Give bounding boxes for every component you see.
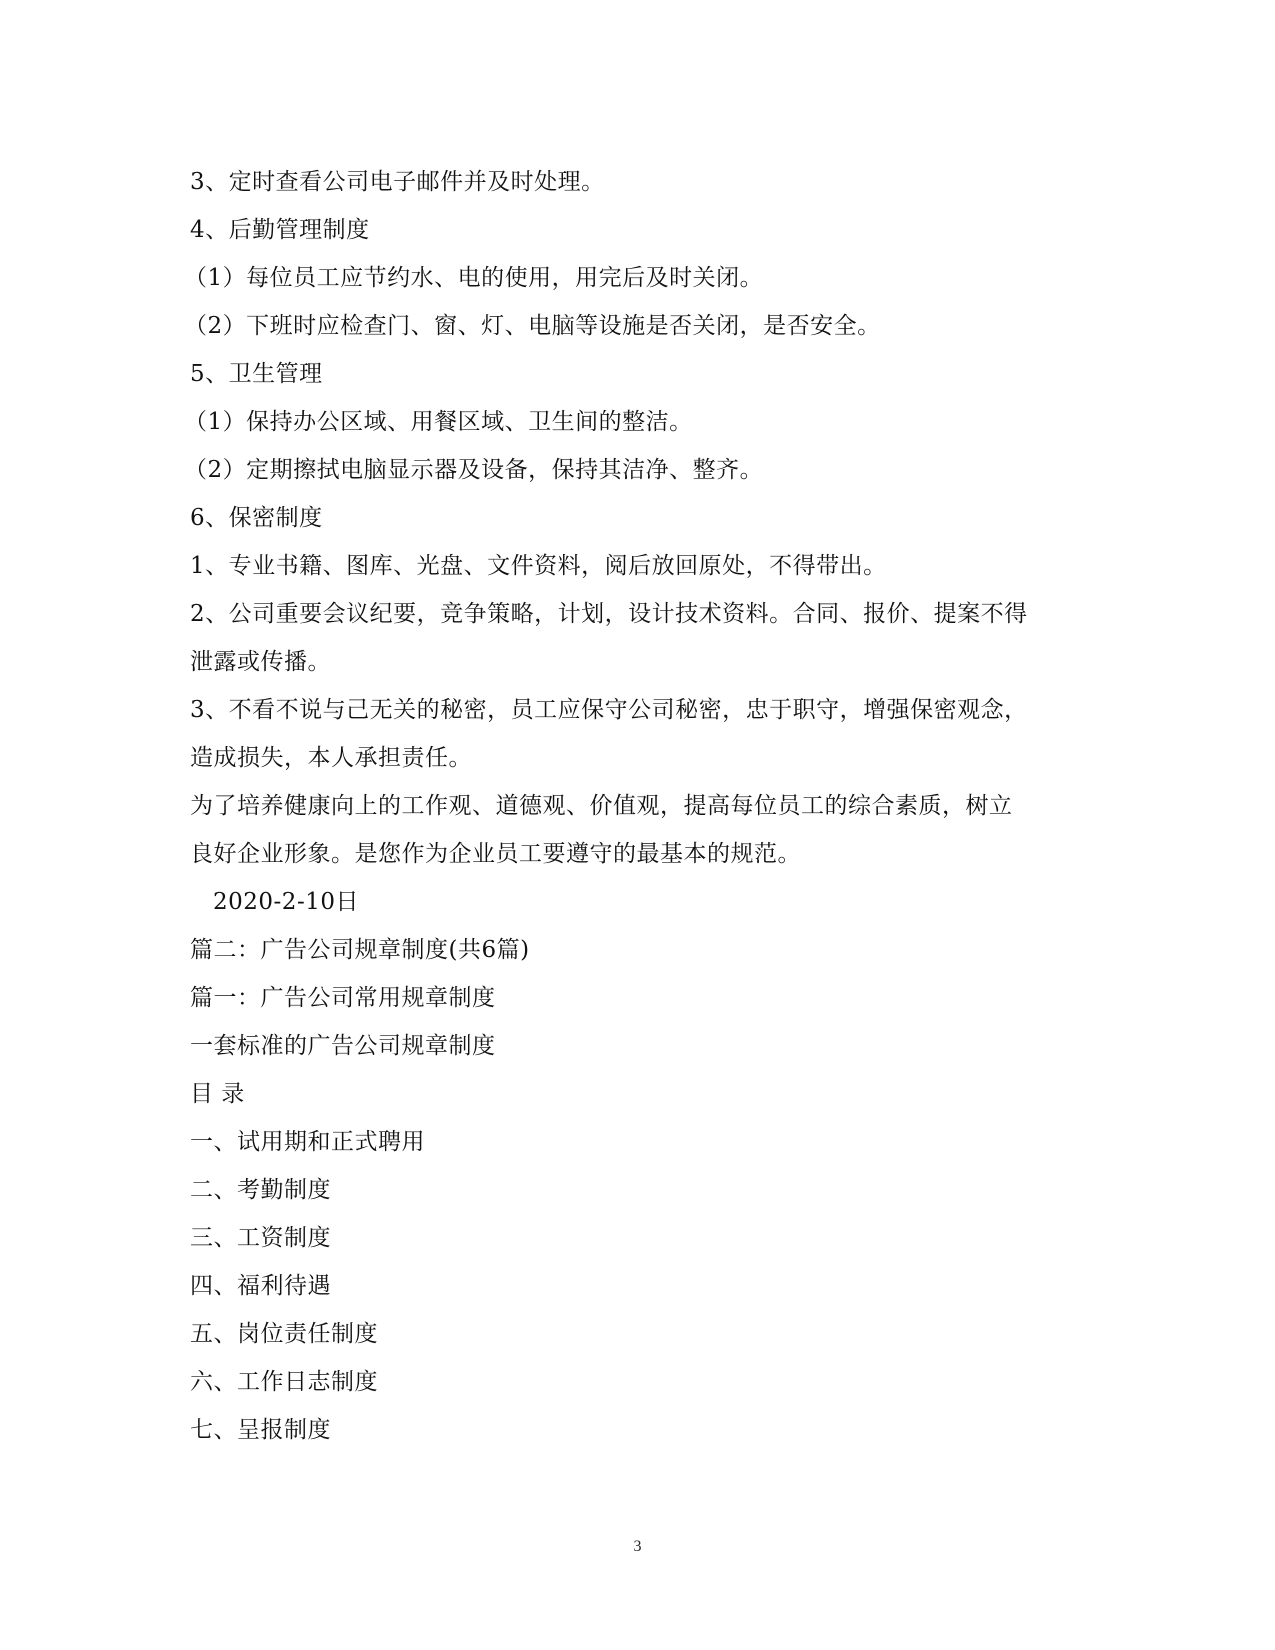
text-line-15: 良好企业形象。是您作为企业员工要遵守的最基本的规范。 — [190, 841, 801, 867]
text-line-13: 造成损失，本人承担责任。 — [190, 745, 472, 771]
text-line-1: 3、定时查看公司电子邮件并及时处理。 — [190, 169, 605, 195]
text-line-6: （1）保持办公区域、用餐区域、卫生间的整洁。 — [184, 409, 693, 435]
toc-item-5: 五、岗位责任制度 — [190, 1321, 378, 1347]
page-number: 3 — [633, 1538, 642, 1555]
toc-item-4: 四、福利待遇 — [190, 1273, 331, 1299]
document-body — [184, 158, 1090, 1454]
toc-item-7: 七、呈报制度 — [190, 1417, 331, 1443]
text-line-10: 2、公司重要会议纪要，竞争策略，计划，设计技术资料。合同、报价、提案不得 — [190, 601, 1028, 627]
toc-title: 目 录 — [190, 1081, 245, 1107]
document-subtitle: 一套标准的广告公司规章制度 — [190, 1033, 496, 1059]
text-line-12: 3、不看不说与己无关的秘密，员工应保守公司秘密，忠于职守，增强保密观念， — [190, 697, 1028, 723]
section-heading-part1: 篇一：广告公司常用规章制度 — [190, 985, 496, 1011]
text-line-2: 4、后勤管理制度 — [190, 217, 370, 243]
toc-item-6: 六、工作日志制度 — [190, 1369, 378, 1395]
text-line-5: 5、卫生管理 — [190, 361, 323, 387]
text-line-3: （1）每位员工应节约水、电的使用，用完后及时关闭。 — [184, 265, 764, 291]
text-line-7: （2）定期擦拭电脑显示器及设备，保持其洁净、整齐。 — [184, 457, 764, 483]
text-line-8: 6、保密制度 — [190, 505, 323, 531]
toc-item-2: 二、考勤制度 — [190, 1177, 331, 1203]
text-line-14: 为了培养健康向上的工作观、道德观、价值观，提高每位员工的综合素质，树立 — [190, 793, 1013, 819]
text-line-4: （2）下班时应检查门、窗、灯、电脑等设施是否关闭，是否安全。 — [184, 313, 881, 339]
text-line-11: 泄露或传播。 — [190, 649, 331, 675]
date-line: 2020-2-10日 — [213, 889, 359, 915]
section-heading-part2: 篇二：广告公司规章制度(共6篇) — [190, 937, 530, 963]
text-line-9: 1、专业书籍、图库、光盘、文件资料，阅后放回原处，不得带出。 — [190, 553, 887, 579]
toc-item-1: 一、试用期和正式聘用 — [190, 1129, 425, 1155]
toc-item-3: 三、工资制度 — [190, 1225, 331, 1251]
